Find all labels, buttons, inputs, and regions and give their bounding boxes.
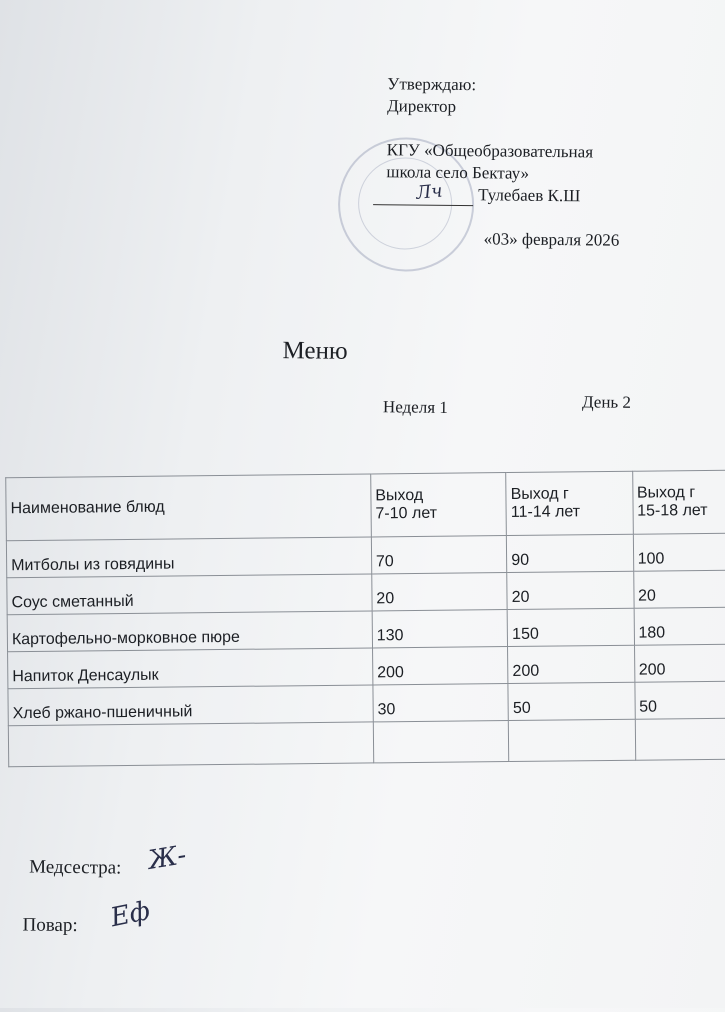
header-portion-15-18 xyxy=(632,470,725,534)
portion-11-14: 50 xyxy=(508,682,635,720)
approval-block xyxy=(386,73,621,251)
week-label: Неделя 1 xyxy=(382,397,448,417)
header-subtext: 15-18 лет xyxy=(637,501,708,520)
portion-11-14 xyxy=(509,719,636,761)
portion-7-10: 20 xyxy=(372,573,508,611)
table-row-empty xyxy=(8,718,725,767)
header-text: Выход г xyxy=(510,485,569,503)
portion-15-18: 50 xyxy=(634,681,725,719)
header-text: Выход г xyxy=(636,484,696,502)
portion-15-18: 100 xyxy=(633,533,725,571)
portion-11-14: 20 xyxy=(507,571,634,609)
portion-7-10: 30 xyxy=(373,684,509,722)
portion-7-10: 70 xyxy=(371,536,507,574)
header-portion-7-10 xyxy=(371,473,507,537)
portion-7-10 xyxy=(373,721,509,763)
cook-label: Повар: xyxy=(22,914,78,937)
dish-name: Соус сметанный xyxy=(7,574,372,615)
approval-line: Утверждаю: xyxy=(387,74,477,95)
portion-15-18: 180 xyxy=(634,607,725,645)
portion-15-18 xyxy=(635,718,725,760)
day-label: День 2 xyxy=(581,392,632,412)
portion-15-18: 20 xyxy=(633,570,725,608)
page-title: Меню xyxy=(282,337,348,365)
dish-name: Митболы из говядины xyxy=(6,537,371,578)
nurse-label: Медсестра: xyxy=(29,856,122,879)
director-name: Тулебаев К.Ш xyxy=(478,185,581,206)
header-portion-11-14 xyxy=(506,471,633,535)
approval-line xyxy=(387,117,621,141)
approval-line: Директор xyxy=(387,96,457,116)
approval-line: КГУ «Общеобразовательная xyxy=(386,140,594,162)
header-subtext: 11-14 лет xyxy=(510,503,581,521)
dish-name: Хлеб ржано-пшеничный xyxy=(8,685,373,726)
header-dish-name xyxy=(6,474,371,541)
portion-11-14: 200 xyxy=(508,645,635,683)
director-signature: Лч xyxy=(415,180,444,204)
approval-line: школа село Бектау» xyxy=(386,162,530,183)
portion-11-14: 150 xyxy=(507,608,634,646)
dish-name xyxy=(8,722,373,767)
portion-11-14: 90 xyxy=(507,534,634,572)
dish-name: Напиток Денсаулык xyxy=(8,648,373,689)
header-text: Наименование блюд xyxy=(10,498,165,518)
approval-date: «03» февраля 2026 xyxy=(483,229,620,250)
portion-15-18: 200 xyxy=(634,644,725,682)
header-text: Выход xyxy=(375,486,424,505)
header-subtext: 7-10 лет xyxy=(375,504,438,523)
dish-name: Картофельно-морковное пюре xyxy=(7,611,372,652)
cook-signature: Еф xyxy=(108,896,153,934)
portion-7-10: 200 xyxy=(372,647,508,685)
table-header-row xyxy=(6,470,725,541)
menu-table xyxy=(5,470,725,768)
portion-7-10: 130 xyxy=(372,610,508,648)
nurse-signature: Ж- xyxy=(146,840,189,876)
approval-line xyxy=(386,205,620,229)
